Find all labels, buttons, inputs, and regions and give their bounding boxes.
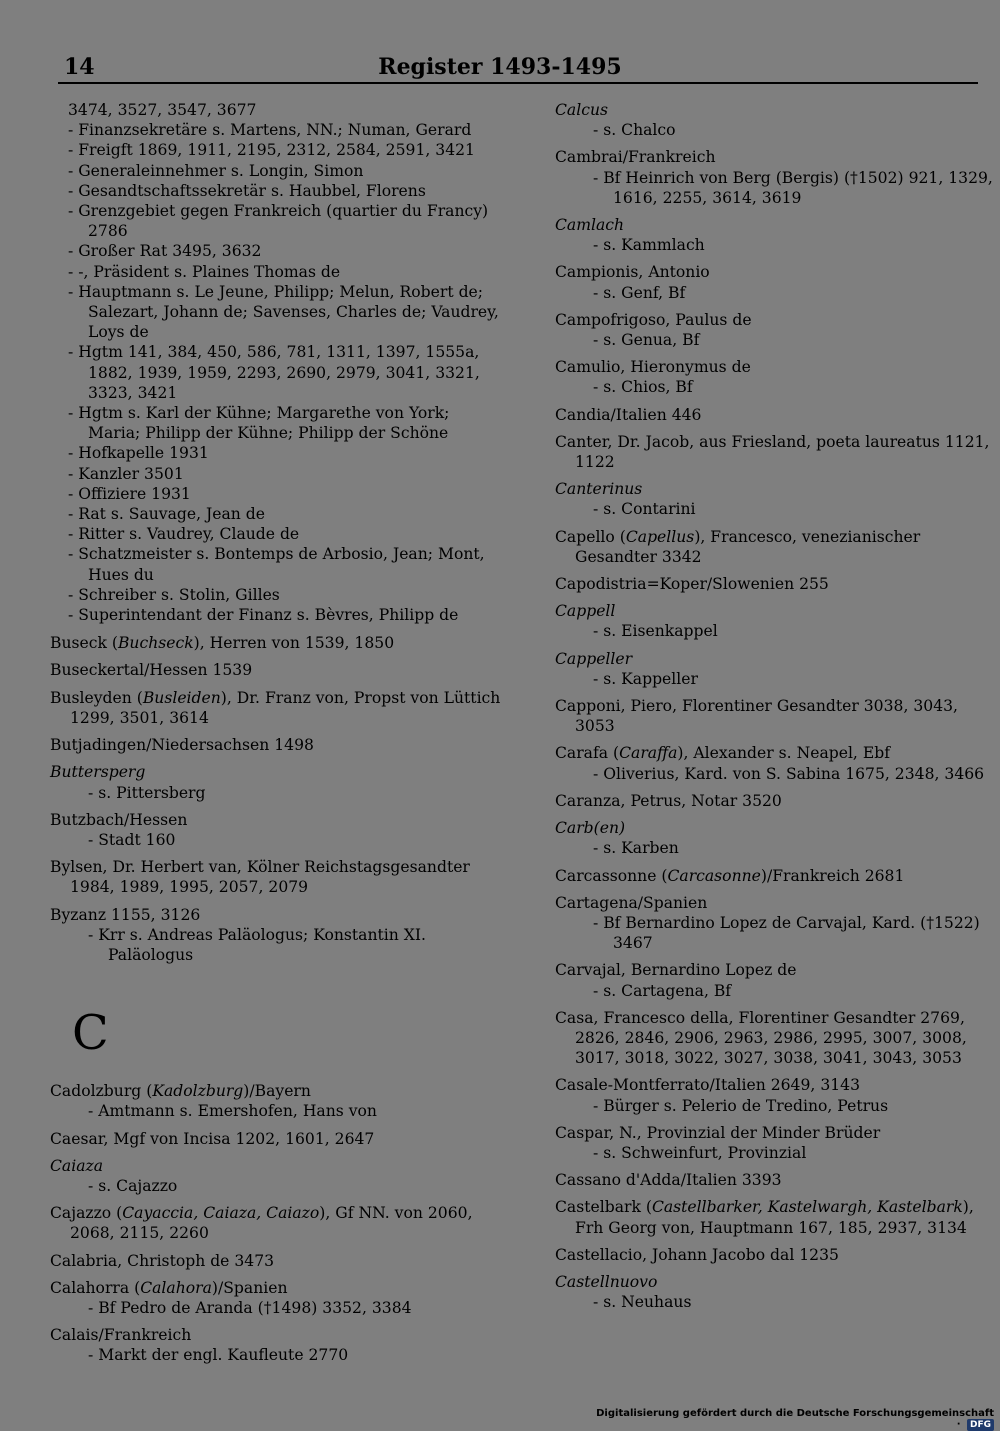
page-header — [0, 52, 1000, 86]
entry-variant-name: Canterinus — [555, 480, 643, 499]
entry-heading — [555, 601, 995, 621]
index-entry — [50, 857, 505, 897]
index-entry — [555, 527, 995, 567]
index-entry — [555, 1008, 995, 1069]
left-column — [50, 100, 505, 1373]
entry-head-text: Capello ( — [555, 527, 626, 546]
entry-head-text: Caesar, Mgf von Incisa 1202, 1601, 2647 — [50, 1129, 375, 1148]
running-title: Register 1493-1495 — [378, 54, 622, 80]
entry-variant-name: Camlach — [555, 216, 625, 235]
index-entry — [50, 1251, 505, 1271]
index-entry — [50, 1081, 505, 1121]
entry-heading — [555, 1245, 995, 1265]
sub-entry: - Markt der engl. Kaufleute 2770 — [88, 1346, 349, 1365]
index-entry — [555, 357, 995, 397]
entry-heading — [50, 660, 505, 680]
index-entry — [555, 479, 995, 519]
index-entry — [555, 893, 995, 954]
entry-heading — [555, 479, 995, 499]
index-entry — [50, 1156, 505, 1196]
entry-head-text: Calais/Frankreich — [50, 1326, 192, 1345]
sub-entry: - s. Kappeller — [593, 669, 698, 688]
entry-tail-text: ), Herren von 1539, 1850 — [193, 634, 395, 653]
entry-head-text: Butjadingen/Niedersachsen 1498 — [50, 736, 314, 755]
index-entry — [555, 1123, 995, 1163]
index-entry — [555, 310, 995, 350]
sub-entry: - Stadt 160 — [88, 830, 176, 849]
index-entry — [50, 660, 505, 680]
sub-entry: - Finanzsekretäre s. Martens, NN.; Numan, Gerard — [68, 121, 472, 140]
entry-heading — [50, 1203, 505, 1243]
entry-heading — [50, 905, 505, 925]
index-entry — [50, 1203, 505, 1243]
entry-heading — [555, 405, 995, 425]
right-entries — [555, 100, 995, 1312]
entry-head-text: Calabria, Christoph de 3473 — [50, 1251, 275, 1270]
entry-head-text: Busleyden ( — [50, 688, 143, 707]
sub-entry: - Gesandtschaftssekretär s. Haubbel, Florens — [68, 181, 426, 200]
sub-entry: - Bf Pedro de Aranda (†1498) 3352, 3384 — [88, 1298, 412, 1317]
entry-heading — [50, 1081, 505, 1101]
index-entry — [555, 1197, 995, 1237]
entry-heading — [555, 262, 995, 282]
entry-heading — [50, 762, 505, 782]
entry-head-text: Carcassonne ( — [555, 866, 668, 885]
footer — [594, 1408, 1000, 1430]
sub-entry: - Bürger s. Pelerio de Tredino, Petrus — [593, 1096, 889, 1115]
index-entry — [555, 1075, 995, 1115]
index-entry — [555, 866, 995, 886]
entry-head-text: Casale-Montferrato/Italien 2649, 3143 — [555, 1076, 860, 1095]
index-entry — [555, 215, 995, 255]
entry-head-text: Candia/Italien 446 — [555, 405, 702, 424]
index-entry — [555, 262, 995, 302]
sub-entry: - Kanzler 3501 — [68, 464, 184, 483]
entry-tail-text: )/Bayern — [243, 1082, 311, 1101]
entry-variant-name: Caiaza — [50, 1156, 104, 1175]
entry-tail-text: ), Francesco, venezianischer Gesandter 3342 — [575, 527, 921, 566]
index-entry — [555, 960, 995, 1000]
entry-heading — [555, 1170, 995, 1190]
entry-heading — [555, 310, 995, 330]
entry-variant-name: Caraffa — [619, 744, 678, 763]
entry-variant-name: Kadolzburg — [152, 1082, 244, 1101]
sub-entry: - s. Chalco — [593, 121, 676, 140]
index-entry — [555, 147, 995, 208]
entry-heading — [555, 215, 995, 235]
entry-heading — [50, 1156, 505, 1176]
right-column — [555, 100, 995, 1319]
entry-variant-name: Buchseck — [117, 634, 194, 653]
entry-heading — [555, 527, 995, 567]
sub-entry: - s. Genf, Bf — [593, 283, 686, 302]
sub-entry: - Amtmann s. Emershofen, Hans von — [88, 1102, 377, 1121]
section-letter: C — [72, 1005, 109, 1062]
entry-heading — [50, 810, 505, 830]
entry-head-text: Cambrai/Frankreich — [555, 148, 716, 167]
footer-text: Digitalisierung gefördert durch die Deutsche Forschungsgemeinschaft · — [596, 1408, 994, 1430]
entry-head-text: Canter, Dr. Jacob, aus Friesland, poeta laureatus 1121, 1122 — [555, 432, 990, 472]
entry-heading — [555, 743, 995, 763]
sub-entry: - Freigft 1869, 1911, 2195, 2312, 2584, 2591, 3421 — [68, 141, 475, 160]
entry-heading — [555, 893, 995, 913]
sub-entry: - s. Kammlach — [593, 236, 705, 255]
sub-entry: - Generaleinnehmer s. Longin, Simon — [68, 161, 364, 180]
entry-heading — [555, 147, 995, 167]
entry-head-text: Carafa ( — [555, 744, 620, 763]
entry-variant-name: Calahora — [140, 1278, 212, 1297]
entry-variant-name: Cappell — [555, 602, 616, 621]
index-entry — [555, 696, 995, 736]
entry-variant-name: Castellnuovo — [555, 1272, 658, 1291]
entry-head-text: Capodistria=Koper/Slowenien 255 — [555, 575, 829, 594]
sub-entry: - s. Eisenkappel — [593, 622, 718, 641]
index-entry — [50, 1325, 505, 1365]
entry-variant-name: Carcasonne — [667, 866, 761, 885]
sub-entry: - -, Präsident s. Plaines Thomas de — [68, 262, 341, 281]
entry-head-text: Carvajal, Bernardino Lopez de — [555, 961, 797, 980]
index-entry — [555, 791, 995, 811]
sub-entry: - s. Genua, Bf — [593, 331, 700, 350]
header-rule — [58, 82, 978, 84]
sub-entry: - Schreiber s. Stolin, Gilles — [68, 585, 280, 604]
index-entry — [50, 1278, 505, 1318]
entry-tail-text: ), Alexander s. Neapel, Ebf — [677, 744, 890, 763]
dfg-logo: DFG — [967, 1419, 994, 1431]
sub-entry: - s. Schweinfurt, Provinzial — [593, 1143, 807, 1162]
sub-entry: - s. Chios, Bf — [593, 378, 693, 397]
entry-heading — [555, 574, 995, 594]
entry-head-text: Campionis, Antonio — [555, 263, 710, 282]
sub-entry: - s. Cajazzo — [88, 1176, 178, 1195]
entry-heading — [50, 633, 505, 653]
sub-entry: - s. Neuhaus — [593, 1293, 692, 1312]
sub-entry: - s. Contarini — [593, 500, 696, 519]
index-entry — [50, 688, 505, 728]
entry-heading — [555, 866, 995, 886]
entry-heading — [555, 100, 995, 120]
entry-head-text: Cajazzo ( — [50, 1204, 123, 1223]
entry-heading — [555, 960, 995, 980]
index-entry — [555, 1170, 995, 1190]
sub-entry: 3474, 3527, 3547, 3677 — [68, 101, 257, 119]
entry-heading — [50, 1325, 505, 1345]
page-number: 14 — [64, 54, 95, 80]
index-entry — [555, 405, 995, 425]
sub-entry: - Rat s. Sauvage, Jean de — [68, 505, 266, 524]
index-entry — [50, 633, 505, 653]
entry-heading — [50, 1251, 505, 1271]
entry-head-text: Bylsen, Dr. Herbert van, Kölner Reichstagsgesandter 1984, 1989, 1995, 2057, 2079 — [50, 858, 470, 897]
entry-head-text: Butzbach/Hessen — [50, 810, 188, 829]
sub-entry: - Hgtm s. Karl der Kühne; Margarethe von York; Maria; Philipp der Kühne; Philipp der Schöne — [68, 404, 450, 443]
entry-heading — [555, 1075, 995, 1095]
entry-head-text: Casa, Francesco della, Florentiner Gesandter 2769, 2826, 2846, 2906, 2963, 2986, 2995, 3007, 3008, 3017, 3018, 3022, 3027, 3038, 3041, 3043, 3053 — [555, 1008, 967, 1068]
index-entry — [50, 735, 505, 755]
sub-entry: - Oliverius, Kard. von S. Sabina 1675, 2348, 3466 — [593, 764, 985, 783]
entry-heading — [555, 1123, 995, 1143]
entry-head-text: Castelbark ( — [555, 1198, 652, 1217]
entry-heading — [50, 1129, 505, 1149]
entry-heading — [50, 735, 505, 755]
sub-entry: - Schatzmeister s. Bontemps de Arbosio, Jean; Mont, Hues du — [68, 545, 485, 584]
sub-entry: - s. Pittersberg — [88, 783, 206, 802]
entry-variant-name: Calcus — [555, 101, 608, 119]
entry-head-text: Capponi, Piero, Florentiner Gesandter 3038, 3043, 3053 — [555, 697, 959, 736]
entry-heading — [555, 696, 995, 736]
index-entry — [50, 1129, 505, 1149]
index-entry — [555, 1272, 995, 1312]
entry-heading — [50, 688, 505, 728]
index-entry — [50, 905, 505, 966]
left-c-entries — [50, 1081, 505, 1365]
left-b-entries — [50, 633, 505, 965]
index-entry — [555, 100, 995, 140]
entry-tail-text: )/Spanien — [211, 1278, 288, 1297]
entry-heading — [555, 432, 995, 472]
entry-head-text: Cadolzburg ( — [50, 1082, 153, 1101]
entry-variant-name: Carb(en) — [555, 819, 626, 838]
sub-entry: - Großer Rat 3495, 3632 — [68, 242, 262, 261]
entry-variant-name: Capellus — [625, 527, 695, 546]
entry-head-text: Calahorra ( — [50, 1278, 141, 1297]
entry-tail-text: ), Dr. Franz von, Propst von Lüttich 1299, 3501, 3614 — [70, 688, 501, 727]
sub-entry: - Grenzgebiet gegen Frankreich (quartier du Francy) 2786 — [68, 202, 489, 241]
index-entry — [555, 574, 995, 594]
entry-heading — [555, 1272, 995, 1292]
entry-head-text: Cassano d'Adda/Italien 3393 — [555, 1171, 782, 1190]
entry-variant-name: Cappeller — [555, 649, 633, 668]
entry-variant-name: Cayaccia, Caiaza, Caiazo — [122, 1204, 320, 1223]
left-continuation-block — [50, 100, 505, 625]
entry-head-text: Buseckertal/Hessen 1539 — [50, 661, 253, 680]
entry-heading — [555, 357, 995, 377]
entry-variant-name: Buttersperg — [50, 763, 146, 782]
entry-head-text: Castellacio, Johann Jacobo dal 1235 — [555, 1245, 839, 1264]
entry-tail-text: )/Frankreich 2681 — [760, 866, 905, 885]
index-entry — [555, 818, 995, 858]
index-entry — [555, 432, 995, 472]
sub-entry: - s. Cartagena, Bf — [593, 981, 732, 1000]
index-entry — [555, 1245, 995, 1265]
index-entry — [555, 649, 995, 689]
entry-head-text: Caranza, Petrus, Notar 3520 — [555, 791, 782, 810]
entry-heading — [555, 649, 995, 669]
entry-head-text: Camulio, Hieronymus de — [555, 358, 751, 377]
entry-heading — [50, 857, 505, 897]
entry-heading — [555, 818, 995, 838]
entry-head-text: Buseck ( — [50, 634, 118, 653]
entry-heading — [50, 1278, 505, 1298]
entry-variant-name: Castellbarker, Kastelwargh, Kastelbark — [651, 1198, 963, 1217]
sub-entry: - Hauptmann s. Le Jeune, Philipp; Melun, Robert de; Salezart, Johann de; Savenses, Charles de; Vaudrey, Loys de — [68, 282, 499, 342]
entry-head-text: Byzanz 1155, 3126 — [50, 905, 201, 924]
entry-heading — [555, 791, 995, 811]
sub-entry: - Superintendant der Finanz s. Bèvres, Philipp de — [68, 606, 459, 625]
entry-heading — [555, 1008, 995, 1069]
sub-entry: - Bf Heinrich von Berg (Bergis) (†1502) 921, 1329, 1616, 2255, 3614, 3619 — [593, 168, 993, 207]
entry-head-text: Cartagena/Spanien — [555, 893, 708, 912]
entry-tail-text: ), Frh Georg von, Hauptmann 167, 185, 2937, 3134 — [575, 1198, 974, 1237]
entry-heading — [555, 1197, 995, 1237]
sub-entry: - Hofkapelle 1931 — [68, 444, 209, 463]
entry-variant-name: Busleiden — [142, 688, 221, 707]
sub-entry: - Hgtm 141, 384, 450, 586, 781, 1311, 1397, 1555a, 1882, 1939, 1959, 2293, 2690, 2979, 3041, 3321, 3323, 3421 — [68, 343, 480, 402]
sub-entry: - Ritter s. Vaudrey, Claude de — [68, 525, 300, 544]
index-entry — [50, 762, 505, 802]
sub-entry: - Offiziere 1931 — [68, 484, 191, 503]
entry-head-text: Campofrigoso, Paulus de — [555, 310, 752, 329]
index-entry — [50, 810, 505, 850]
sub-entry: - Krr s. Andreas Paläologus; Konstantin XI. Paläologus — [88, 925, 426, 964]
entry-tail-text: ), Gf NN. von 2060, 2068, 2115, 2260 — [70, 1204, 473, 1243]
sub-entry: - Bf Bernardino Lopez de Carvajal, Kard. (†1522) 3467 — [593, 913, 980, 953]
index-entry — [555, 601, 995, 641]
entry-head-text: Caspar, N., Provinzial der Minder Brüder — [555, 1123, 881, 1142]
sub-entry: - s. Karben — [593, 839, 679, 858]
index-entry — [555, 743, 995, 783]
